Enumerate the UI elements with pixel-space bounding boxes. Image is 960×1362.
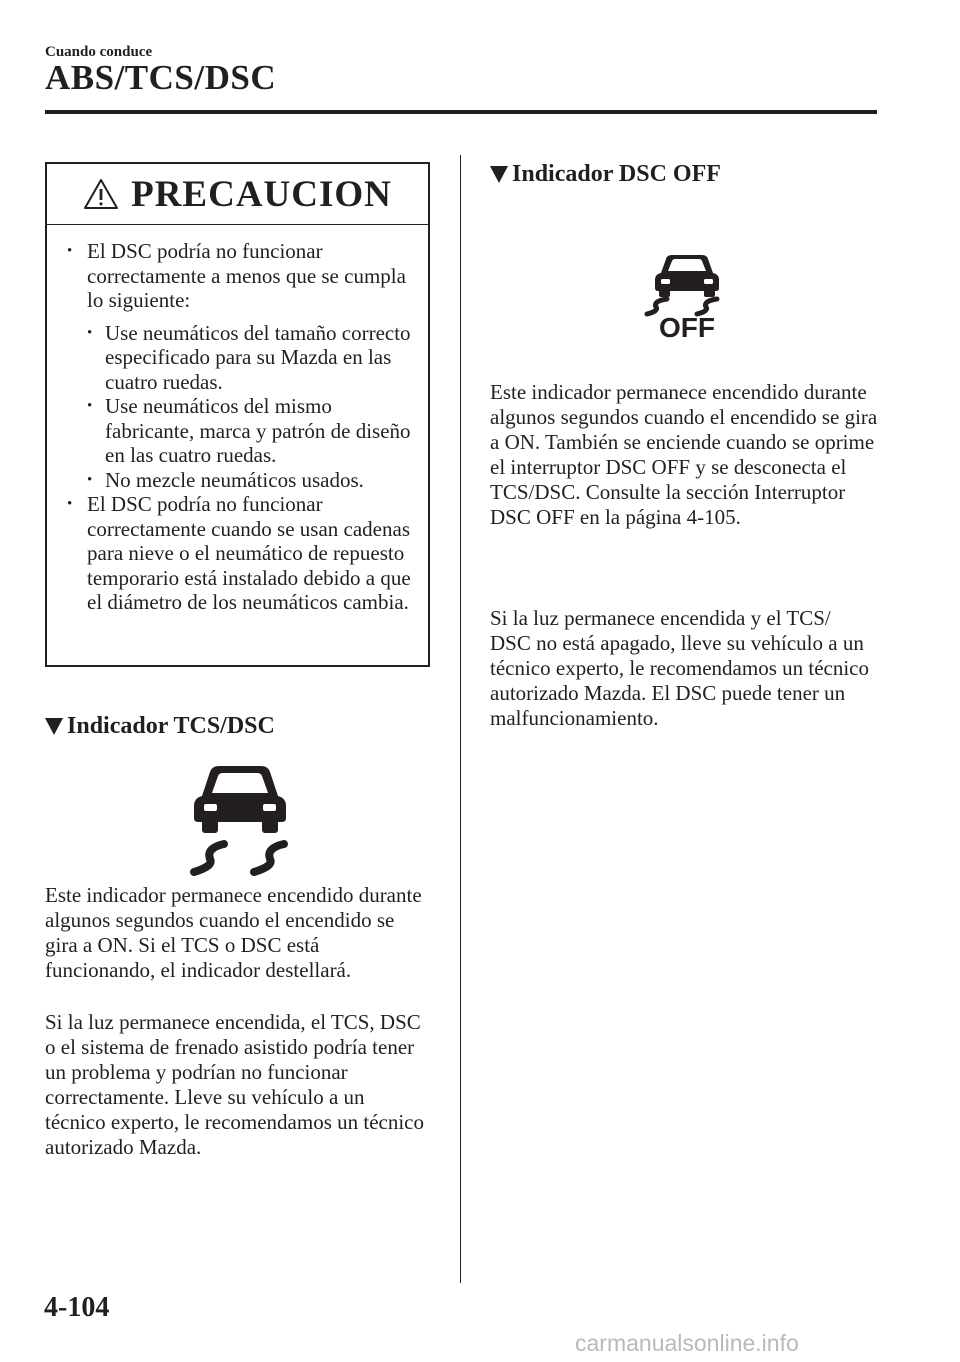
caution-item: • El DSC podría no funcionar correctamente a menos que se cumpla lo siguiente: xyxy=(67,239,420,313)
tcs-dsc-heading xyxy=(45,713,275,740)
dsc-off-paragraph: Si la luz permanece encendida y el TCS/ DSC no está apagado, lleve su vehículo a un técnico experto, le recomendamos un técnico autorizado Mazda. El DSC puede tener un malfuncionamiento. xyxy=(490,606,870,730)
tcs-dsc-heading-text: Indicador TCS/DSC xyxy=(67,713,275,739)
warning-triangle-icon xyxy=(83,178,119,210)
dsc-off-paragraph: Este indicador permanece encendido durante algunos segundos cuando el encendido se gira a ON. También se enciende cuando se oprime el interruptor DSC OFF y se desconecta el TCS/DSC. Consulte la sección Interruptor DSC OFF en la página 4-105. xyxy=(490,380,878,529)
tcs-dsc-paragraph: Si la luz permanece encendida, el TCS, DSC o el sistema de frenado asistido podría tener un problema y podrían no funcionar correctamente. Lleve su vehículo a un técnico experto, le recomendamos un técnico autorizado Mazda. xyxy=(45,1010,425,1159)
caution-subitem: • Use neumáticos del mismo fabricante, marca y patrón de diseño en las cuatro ruedas. xyxy=(67,394,420,468)
caution-subitem: • No mezcle neumáticos usados. xyxy=(67,468,420,493)
section-label: Cuando conduce xyxy=(45,44,153,60)
caution-box xyxy=(45,162,430,667)
caution-header xyxy=(47,164,428,225)
caution-body xyxy=(47,225,428,615)
caution-title: PRECAUCION xyxy=(131,173,392,215)
triangle-marker-icon xyxy=(490,166,508,183)
caution-subitem: • Use neumáticos del tamaño correcto especificado para su Mazda en las cuatro ruedas. xyxy=(67,321,420,395)
dsc-off-heading-text: Indicador DSC OFF xyxy=(512,161,721,187)
column-divider xyxy=(460,155,461,1283)
tcs-dsc-paragraph: Este indicador permanece encendido durante algunos segundos cuando el encendido se gira a ON. Si el TCS o DSC está funcionando, el indicador destellará. xyxy=(45,883,422,982)
dsc-off-indicator-icon xyxy=(637,253,737,339)
watermark: carmanualsonline.info xyxy=(575,1330,799,1356)
caution-item: • El DSC podría no funcionar correctamente cuando se usan cadenas para nieve o el neumático de repuesto temporario está instalado debido a que el diámetro de los neumáticos cambia. xyxy=(67,492,420,615)
dsc-off-heading xyxy=(490,161,721,188)
caution-sublist xyxy=(67,321,420,493)
tcs-dsc-indicator-icon xyxy=(188,760,292,880)
triangle-marker-icon xyxy=(45,718,63,735)
page-title: ABS/TCS/DSC xyxy=(45,58,277,97)
page-number: 4-104 xyxy=(44,1292,110,1323)
header-rule xyxy=(45,110,877,114)
dsc-off-icon-text: OFF xyxy=(659,312,715,339)
